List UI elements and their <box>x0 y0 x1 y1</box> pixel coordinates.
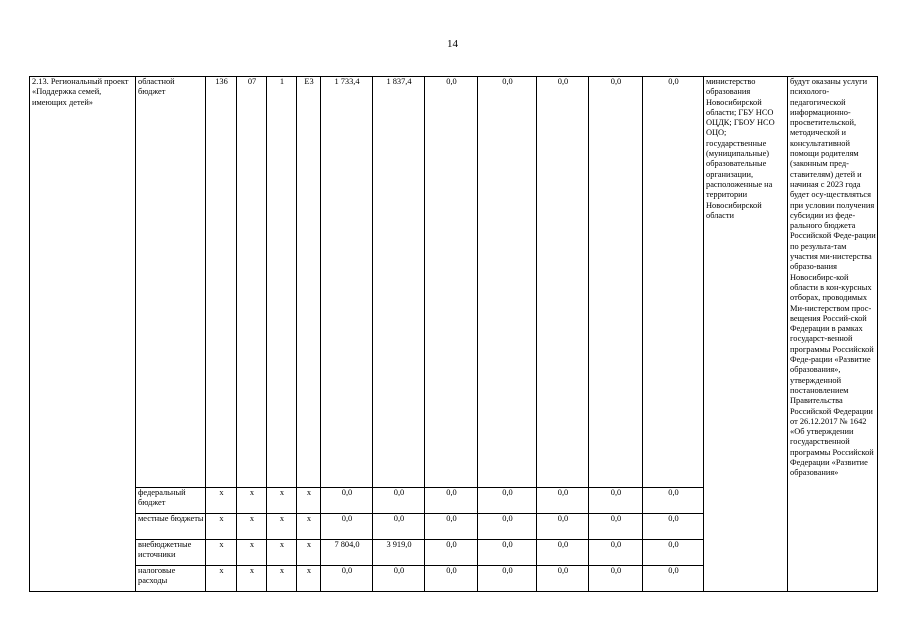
value-cell: 0,0 <box>537 566 589 592</box>
funding-source-cell: федеральный бюджет <box>136 488 206 514</box>
code-cell: х <box>237 540 267 566</box>
value-cell: 0,0 <box>589 488 643 514</box>
value-cell: 0,0 <box>478 514 537 540</box>
value-cell: 0,0 <box>425 566 478 592</box>
value-cell: 0,0 <box>537 77 589 488</box>
expected-result-cell: будут оказаны услуги психолого-педагогической информационно-просветительской, методической и консультативной помощи родителям (законным пред-ставителям) детей и начиная с 2023 года будет осу-ществляться при условии получения субсидии из феде-рального бюджета Российской Феде-рации по результа-там участия ми-нистерства образо-вания Новосибирс-кой области в кон-курсных отборах, проводимых Ми-нистерством прос-вещения Россий-ской Федерации в рамках государст-венной программы Российской Феде-рации «Развитие образования», утвержденной постановлением Правительства Российской Федерации от 26.12.2017 № 1642 «Об утверждении государственной программы Российской Федерации «Развитие образования» <box>788 77 878 592</box>
value-cell: 0,0 <box>643 540 704 566</box>
code-cell: х <box>297 514 321 540</box>
table-row <box>30 77 878 488</box>
executors-cell: министерство образования Новосибирской области; ГБУ НСО ОЦДК; ГБОУ НСО ОЦО; государственные (муниципальные) образовательные организации, расположенные на территории Новосибирской области <box>704 77 788 592</box>
value-cell: 0,0 <box>589 540 643 566</box>
funding-source-cell: местные бюджеты <box>136 514 206 540</box>
value-cell: 0,0 <box>537 488 589 514</box>
value-cell: 0,0 <box>478 77 537 488</box>
value-cell: 0,0 <box>425 77 478 488</box>
code-cell: Е3 <box>297 77 321 488</box>
code-cell: 136 <box>206 77 237 488</box>
value-cell: 1 837,4 <box>373 77 425 488</box>
funding-source-cell: налоговые расходы <box>136 566 206 592</box>
value-cell: 0,0 <box>425 540 478 566</box>
code-cell: х <box>206 540 237 566</box>
project-name-cell: 2.13. Региональный проект «Поддержка семей, имеющих детей» <box>30 77 136 592</box>
value-cell: 1 733,4 <box>321 77 373 488</box>
funding-source-cell: областной бюджет <box>136 77 206 488</box>
value-cell: 3 919,0 <box>373 540 425 566</box>
code-cell: х <box>267 540 297 566</box>
code-cell: х <box>267 514 297 540</box>
value-cell: 7 804,0 <box>321 540 373 566</box>
value-cell: 0,0 <box>373 566 425 592</box>
code-cell: х <box>297 566 321 592</box>
code-cell: х <box>297 488 321 514</box>
value-cell: 0,0 <box>425 514 478 540</box>
code-cell: х <box>267 566 297 592</box>
value-cell: 0,0 <box>478 540 537 566</box>
value-cell: 0,0 <box>321 514 373 540</box>
code-cell: 1 <box>267 77 297 488</box>
code-cell: х <box>237 514 267 540</box>
value-cell: 0,0 <box>537 540 589 566</box>
code-cell: х <box>237 488 267 514</box>
value-cell: 0,0 <box>425 488 478 514</box>
code-cell: х <box>267 488 297 514</box>
code-cell: х <box>297 540 321 566</box>
value-cell: 0,0 <box>321 566 373 592</box>
value-cell: 0,0 <box>537 514 589 540</box>
value-cell: 0,0 <box>643 566 704 592</box>
value-cell: 0,0 <box>643 488 704 514</box>
value-cell: 0,0 <box>478 566 537 592</box>
code-cell: 07 <box>237 77 267 488</box>
value-cell: 0,0 <box>589 566 643 592</box>
code-cell: х <box>206 514 237 540</box>
value-cell: 0,0 <box>321 488 373 514</box>
value-cell: 0,0 <box>589 77 643 488</box>
page-number: 14 <box>447 38 458 50</box>
value-cell: 0,0 <box>643 514 704 540</box>
value-cell: 0,0 <box>373 488 425 514</box>
value-cell: 0,0 <box>643 77 704 488</box>
value-cell: 0,0 <box>478 488 537 514</box>
value-cell: 0,0 <box>373 514 425 540</box>
code-cell: х <box>206 566 237 592</box>
funding-source-cell: внебюджетные источники <box>136 540 206 566</box>
code-cell: х <box>237 566 267 592</box>
program-table <box>29 76 878 592</box>
code-cell: х <box>206 488 237 514</box>
value-cell: 0,0 <box>589 514 643 540</box>
